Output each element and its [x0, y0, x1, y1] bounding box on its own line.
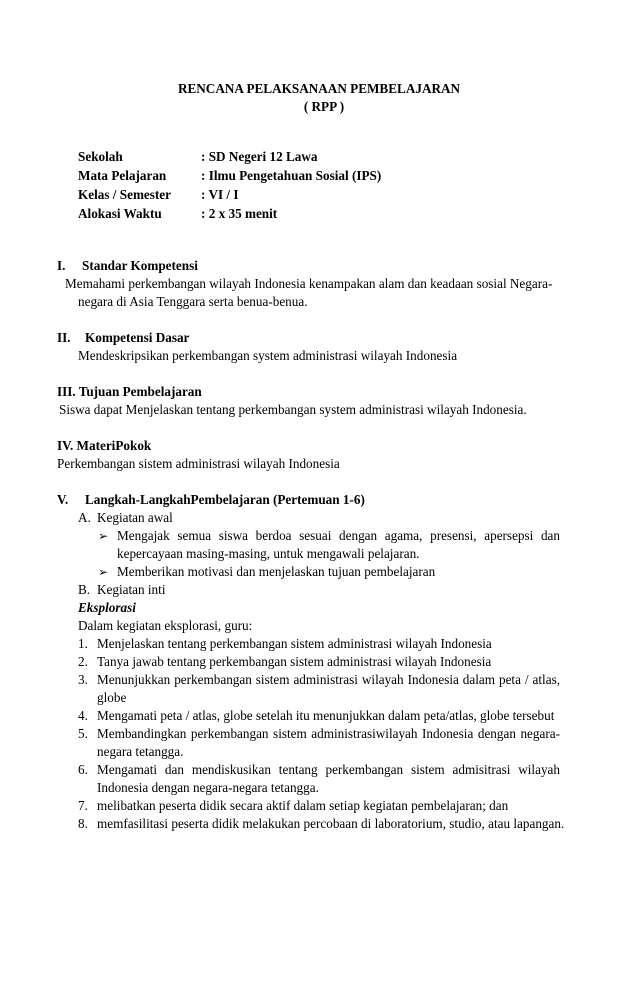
- list-item: Menunjukkan perkembangan sistem administrasi wilayah Indonesia dalam peta / atlas,: [97, 672, 560, 687]
- list-item-number: 5.: [78, 726, 88, 741]
- eksplorasi-heading: Eksplorasi: [78, 600, 136, 615]
- document-subtitle: ( RPP ): [303, 99, 345, 114]
- identity-value-alokasi: : 2 x 35 menit: [201, 206, 278, 221]
- list-item-number: 1.: [78, 636, 88, 651]
- identity-label-sekolah: Sekolah: [78, 149, 123, 164]
- identity-value-kelas: : VI / I: [201, 187, 239, 202]
- subsection-b-label: B.: [78, 582, 91, 597]
- list-item: Mengamati dan mendiskusikan tentang perkembangan sistem admisitrasi wilayah: [97, 762, 560, 777]
- arrow-bullet-icon: ➢: [98, 565, 109, 579]
- arrow-bullet-icon: ➢: [98, 529, 109, 543]
- identity-label-mapel: Mata Pelajaran: [78, 168, 167, 183]
- subsection-a-title: Kegiatan awal: [97, 510, 173, 525]
- section-4-text: Perkembangan sistem administrasi wilayah Indonesia: [57, 456, 340, 471]
- identity-value-mapel: : Ilmu Pengetahuan Sosial (IPS): [201, 168, 382, 183]
- list-item-number: 4.: [78, 708, 88, 723]
- identity-value-sekolah: : SD Negeri 12 Lawa: [201, 149, 318, 164]
- section-2-text: Mendeskripsikan perkembangan system administrasi wilayah Indonesia: [78, 348, 458, 363]
- section-1-text-line2: negara di Asia Tenggara serta benua-benua.: [78, 294, 308, 309]
- section-4-heading: IV. MateriPokok: [57, 438, 152, 453]
- section-5-title: Langkah-LangkahPembelajaran (Pertemuan 1-6): [85, 492, 365, 507]
- list-item: memfasilitasi peserta didik melakukan percobaan di laboratorium, studio, atau lapangan.: [97, 816, 565, 831]
- list-item-number: 6.: [78, 762, 88, 777]
- section-3-text: Siswa dapat Menjelaskan tentang perkembangan system administrasi wilayah Indonesia.: [59, 402, 527, 417]
- list-item-continuation: negara tetangga.: [97, 744, 184, 759]
- list-item: Membandingkan perkembangan sistem administrasiwilayah Indonesia dengan negara-: [97, 726, 560, 741]
- section-1-text-line1: Memahami perkembangan wilayah Indonesia kenampakan alam dan keadaan sosial Negara-: [65, 276, 553, 291]
- bullet-2: Memberikan motivasi dan menjelaskan tujuan pembelajaran: [117, 564, 436, 579]
- bullet-1-line1: Mengajak semua siswa berdoa sesuai dengan agama, presensi, apersepsi dan: [117, 528, 560, 543]
- section-3-heading: III. Tujuan Pembelajaran: [57, 384, 202, 399]
- list-item: melibatkan peserta didik secara aktif dalam setiap kegiatan pembelajaran; dan: [97, 798, 509, 813]
- section-2-title: Kompetensi Dasar: [85, 330, 190, 345]
- section-1-title: Standar Kompetensi: [82, 258, 198, 273]
- list-item-number: 8.: [78, 816, 88, 831]
- list-item: Menjelaskan tentang perkembangan sistem administrasi wilayah Indonesia: [97, 636, 492, 651]
- list-item-number: 3.: [78, 672, 88, 687]
- subsection-b-title: Kegiatan inti: [97, 582, 166, 597]
- list-item-continuation: globe: [97, 690, 127, 705]
- list-item: Mengamati peta / atlas, globe setelah itu menunjukkan dalam peta/atlas, globe tersebut: [97, 708, 555, 723]
- identity-label-kelas: Kelas / Semester: [78, 187, 172, 202]
- document-title: RENCANA PELAKSANAAN PEMBELAJARAN: [177, 81, 461, 96]
- eksplorasi-intro: Dalam kegiatan eksplorasi, guru:: [78, 618, 253, 633]
- identity-label-alokasi: Alokasi Waktu: [78, 206, 162, 221]
- list-item-number: 7.: [78, 798, 88, 813]
- section-1-number: I.: [57, 258, 66, 273]
- list-item: Tanya jawab tentang perkembangan sistem administrasi wilayah Indonesia: [97, 654, 492, 669]
- section-2-number: II.: [57, 330, 71, 345]
- bullet-1-line2: kepercayaan masing-masing, untuk mengawali pelajaran.: [117, 546, 420, 561]
- section-5-number: V.: [57, 492, 69, 507]
- list-item-continuation: Indonesia dengan negara-negara tetangga.: [97, 780, 319, 795]
- subsection-a-label: A.: [78, 510, 91, 525]
- list-item-number: 2.: [78, 654, 88, 669]
